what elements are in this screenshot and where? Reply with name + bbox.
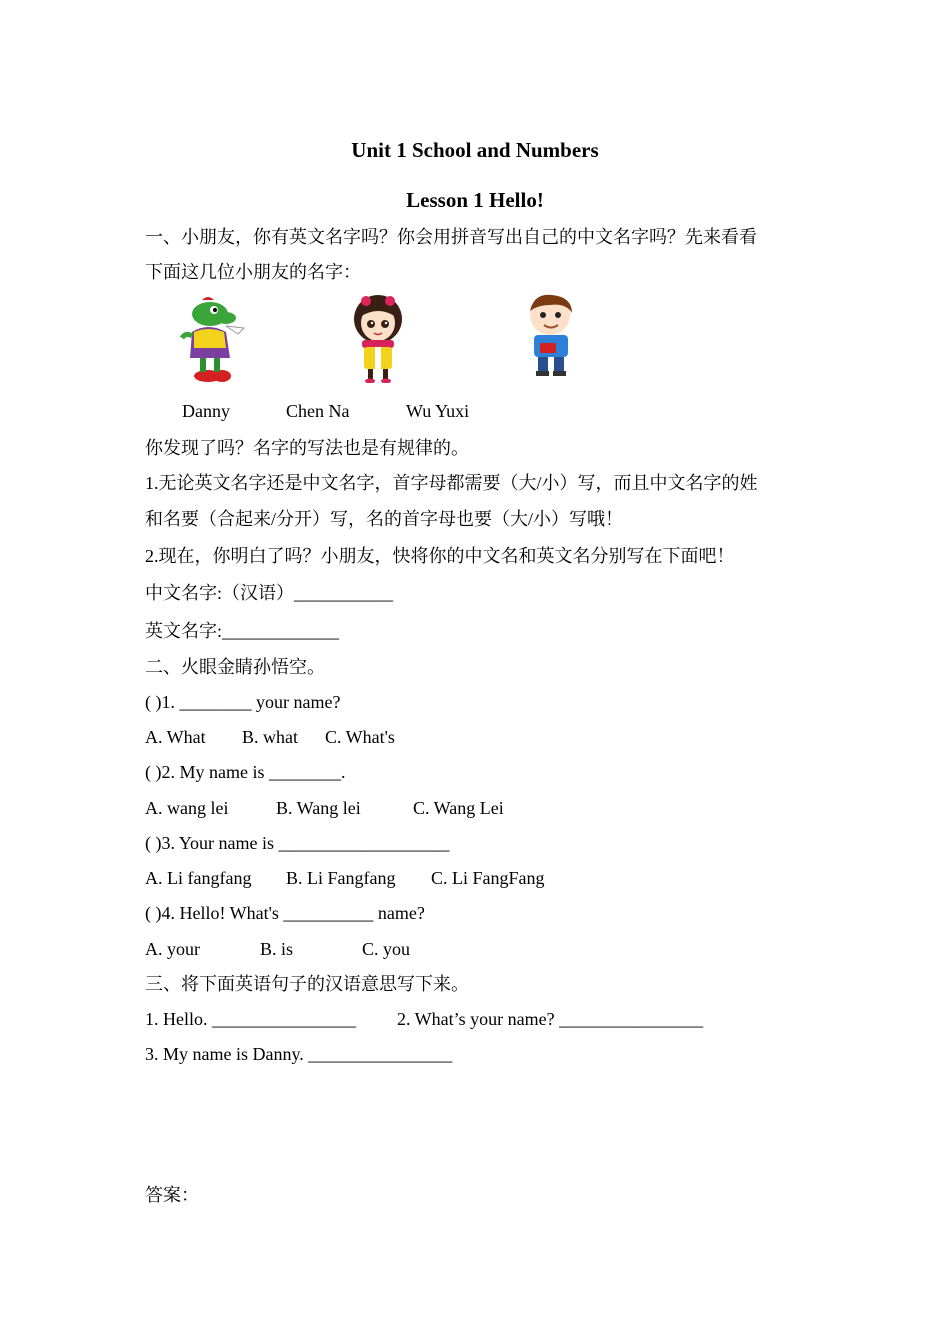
character-name-wu-yuxi: Wu Yuxi <box>406 401 470 421</box>
question-3-option-b: B. Li Fangfang <box>286 868 396 888</box>
question-2-option-c: C. Wang Lei <box>413 798 504 818</box>
question-4-stem: ( )4. Hello! What's __________ name? <box>145 903 425 923</box>
question-1-option-b: B. what <box>242 727 298 747</box>
question-3-stem: ( )3. Your name is ___________________ <box>145 833 450 853</box>
question-4-option-c: C. you <box>362 939 411 959</box>
dinosaur-icon <box>172 292 252 384</box>
question-2-option-b: B. Wang lei <box>276 798 361 818</box>
rule1-line2: 和名要（合起来/分开）写，名的首字母也要（大/小）写哦！ <box>145 509 623 529</box>
lesson-title: Lesson 1 Hello! <box>406 188 544 212</box>
translate-item-3[interactable]: 3. My name is Danny. ________________ <box>145 1044 453 1064</box>
question-4-option-a: A. your <box>145 939 200 959</box>
character-name-danny: Danny <box>182 401 230 421</box>
rule1-line1: 1.无论英文名字还是中文名字，首字母都需要（大/小）写，而且中文名字的姓 <box>145 473 758 493</box>
question-2-stem: ( )2. My name is ________. <box>145 762 346 782</box>
english-name-field[interactable]: 英文名字:_____________ <box>145 621 340 641</box>
boy-icon <box>520 293 582 377</box>
answers-label: 答案： <box>145 1185 199 1205</box>
question-3-option-a: A. Li fangfang <box>145 868 252 888</box>
section2-heading: 二、火眼金睛孙悟空。 <box>145 657 325 677</box>
question-1-stem: ( )1. ________ your name? <box>145 692 341 712</box>
section3-heading: 三、将下面英语句子的汉语意思写下来。 <box>145 974 469 994</box>
unit-title: Unit 1 School and Numbers <box>351 138 599 162</box>
question-2-option-a: A. wang lei <box>145 798 229 818</box>
question-4-option-b: B. is <box>260 939 294 959</box>
question-3-option-c: C. Li FangFang <box>431 868 545 888</box>
character-name-chen-na: Chen Na <box>286 401 350 421</box>
discover-text: 你发现了吗？名字的写法也是有规律的。 <box>145 438 469 458</box>
section1-intro-line2: 下面这几位小朋友的名字： <box>145 262 361 282</box>
translate-item-1[interactable]: 1. Hello. ________________ <box>145 1009 356 1029</box>
question-1-option-a: A. What <box>145 727 206 747</box>
translate-item-2[interactable]: 2. What’s your name? ________________ <box>397 1009 704 1029</box>
section1-intro-line1: 一、小朋友，你有英文名字吗？你会用拼音写出自己的中文名字吗？先来看看 <box>145 227 757 247</box>
question-1-option-c: C. What's <box>325 727 395 747</box>
girl-icon <box>346 293 410 383</box>
rule2-text: 2.现在，你明白了吗？小朋友，快将你的中文名和英文名分别写在下面吧！ <box>145 546 735 566</box>
chinese-name-field[interactable]: 中文名字:（汉语）___________ <box>145 583 394 603</box>
